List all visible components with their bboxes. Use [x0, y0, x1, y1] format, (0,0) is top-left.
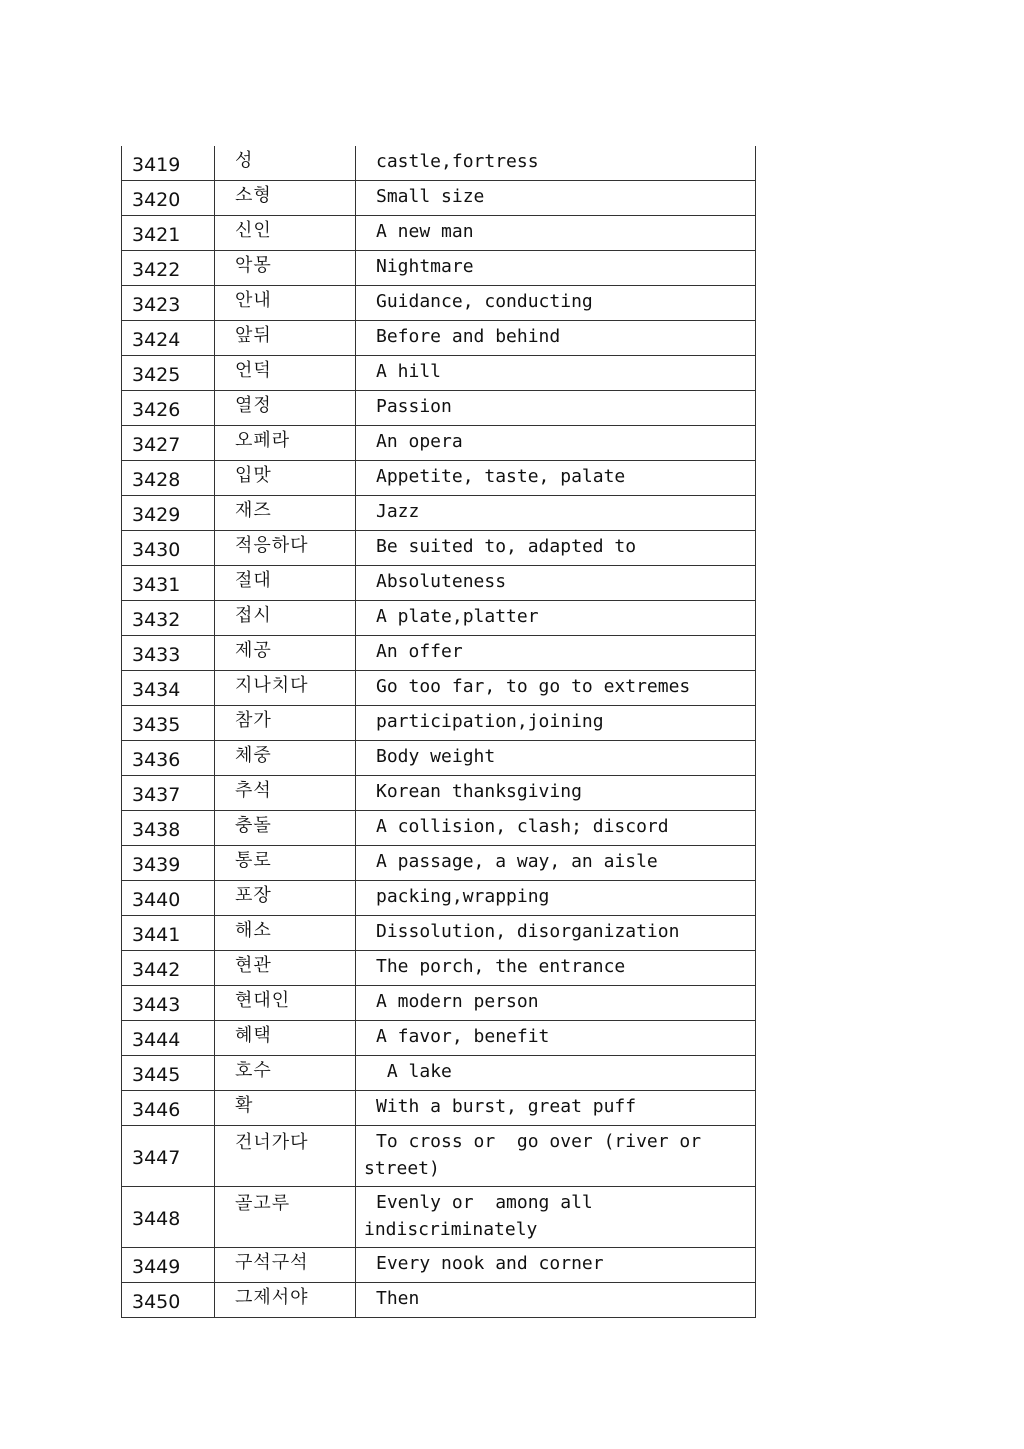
table-row — [122, 636, 756, 671]
english-meaning: Korean thanksgiving — [356, 776, 756, 811]
entry-number: 3430 — [122, 531, 215, 566]
table-row — [122, 286, 756, 321]
table-row — [122, 1056, 756, 1091]
english-meaning: Small size — [356, 181, 756, 216]
entry-number: 3425 — [122, 356, 215, 391]
entry-number: 3439 — [122, 846, 215, 881]
english-meaning: Guidance, conducting — [356, 286, 756, 321]
korean-word: 신인 — [215, 216, 356, 251]
table-row — [122, 181, 756, 216]
korean-word: 안내 — [215, 286, 356, 321]
entry-number: 3431 — [122, 566, 215, 601]
entry-number: 3450 — [122, 1283, 215, 1318]
english-meaning: The porch, the entrance — [356, 951, 756, 986]
english-meaning: A favor, benefit — [356, 1021, 756, 1056]
table-row — [122, 776, 756, 811]
english-meaning: Passion — [356, 391, 756, 426]
entry-number: 3424 — [122, 321, 215, 356]
table-row — [122, 531, 756, 566]
entry-number: 3445 — [122, 1056, 215, 1091]
korean-word: 제공 — [215, 636, 356, 671]
english-meaning: A collision, clash; discord — [356, 811, 756, 846]
table-row — [122, 216, 756, 251]
entry-number: 3428 — [122, 461, 215, 496]
english-meaning: With a burst, great puff — [356, 1091, 756, 1126]
english-meaning: Then — [356, 1283, 756, 1318]
table-row — [122, 1187, 756, 1248]
entry-number: 3441 — [122, 916, 215, 951]
table-row — [122, 846, 756, 881]
korean-word: 지나치다 — [215, 671, 356, 706]
korean-word: 오페라 — [215, 426, 356, 461]
korean-word: 입맛 — [215, 461, 356, 496]
korean-word: 현대인 — [215, 986, 356, 1021]
english-meaning: Be suited to, adapted to — [356, 531, 756, 566]
entry-number: 3427 — [122, 426, 215, 461]
entry-number: 3429 — [122, 496, 215, 531]
table-row — [122, 496, 756, 531]
english-meaning: A plate,platter — [356, 601, 756, 636]
entry-number: 3435 — [122, 706, 215, 741]
korean-word: 혜택 — [215, 1021, 356, 1056]
english-meaning: Every nook and corner — [356, 1248, 756, 1283]
english-meaning: A modern person — [356, 986, 756, 1021]
vocabulary-table — [121, 146, 756, 1318]
table-row — [122, 426, 756, 461]
korean-word: 충돌 — [215, 811, 356, 846]
korean-word: 성 — [215, 146, 356, 181]
english-meaning: Appetite, taste, palate — [356, 461, 756, 496]
table-row — [122, 986, 756, 1021]
korean-word: 적응하다 — [215, 531, 356, 566]
entry-number: 3448 — [122, 1187, 215, 1248]
entry-number: 3440 — [122, 881, 215, 916]
entry-number: 3443 — [122, 986, 215, 1021]
entry-number: 3444 — [122, 1021, 215, 1056]
table-row — [122, 1126, 756, 1187]
table-row — [122, 706, 756, 741]
english-meaning: To cross or go over (river or street) — [356, 1126, 756, 1187]
entry-number: 3434 — [122, 671, 215, 706]
entry-number: 3446 — [122, 1091, 215, 1126]
table-row — [122, 1283, 756, 1318]
table-row — [122, 1021, 756, 1056]
entry-number: 3447 — [122, 1126, 215, 1187]
entry-number: 3421 — [122, 216, 215, 251]
table-row — [122, 811, 756, 846]
english-meaning: A passage, a way, an aisle — [356, 846, 756, 881]
entry-number: 3433 — [122, 636, 215, 671]
entry-number: 3449 — [122, 1248, 215, 1283]
english-meaning: A new man — [356, 216, 756, 251]
korean-word: 현관 — [215, 951, 356, 986]
table-row — [122, 251, 756, 286]
entry-number: 3422 — [122, 251, 215, 286]
english-meaning: castle,fortress — [356, 146, 756, 181]
english-meaning: Jazz — [356, 496, 756, 531]
korean-word: 열정 — [215, 391, 356, 426]
entry-number: 3423 — [122, 286, 215, 321]
english-meaning: Absoluteness — [356, 566, 756, 601]
entry-number: 3432 — [122, 601, 215, 636]
table-row — [122, 601, 756, 636]
table-row — [122, 916, 756, 951]
table-row — [122, 321, 756, 356]
korean-word: 해소 — [215, 916, 356, 951]
english-meaning: Dissolution, disorganization — [356, 916, 756, 951]
entry-number: 3436 — [122, 741, 215, 776]
english-meaning: Nightmare — [356, 251, 756, 286]
english-meaning: A lake — [356, 1056, 756, 1091]
korean-word: 호수 — [215, 1056, 356, 1091]
korean-word: 포장 — [215, 881, 356, 916]
korean-word: 언덕 — [215, 356, 356, 391]
english-meaning: Go too far, to go to extremes — [356, 671, 756, 706]
korean-word: 절대 — [215, 566, 356, 601]
table-row — [122, 356, 756, 391]
entry-number: 3437 — [122, 776, 215, 811]
korean-word: 건너가다 — [215, 1126, 356, 1187]
table-row — [122, 671, 756, 706]
korean-word: 접시 — [215, 601, 356, 636]
english-meaning: Before and behind — [356, 321, 756, 356]
korean-word: 통로 — [215, 846, 356, 881]
korean-word: 구석구석 — [215, 1248, 356, 1283]
table-row — [122, 566, 756, 601]
korean-word: 추석 — [215, 776, 356, 811]
english-meaning: A hill — [356, 356, 756, 391]
vocabulary-table-body — [122, 146, 756, 1318]
table-row — [122, 391, 756, 426]
korean-word: 소형 — [215, 181, 356, 216]
korean-word: 참가 — [215, 706, 356, 741]
entry-number: 3419 — [122, 146, 215, 181]
english-meaning: Evenly or among all indiscriminately — [356, 1187, 756, 1248]
english-meaning: Body weight — [356, 741, 756, 776]
korean-word: 체중 — [215, 741, 356, 776]
entry-number: 3442 — [122, 951, 215, 986]
table-row — [122, 951, 756, 986]
entry-number: 3426 — [122, 391, 215, 426]
table-row — [122, 881, 756, 916]
korean-word: 재즈 — [215, 496, 356, 531]
entry-number: 3438 — [122, 811, 215, 846]
entry-number: 3420 — [122, 181, 215, 216]
korean-word: 악몽 — [215, 251, 356, 286]
korean-word: 확 — [215, 1091, 356, 1126]
korean-word: 골고루 — [215, 1187, 356, 1248]
korean-word: 그제서야 — [215, 1283, 356, 1318]
english-meaning: An offer — [356, 636, 756, 671]
english-meaning: An opera — [356, 426, 756, 461]
table-row — [122, 1248, 756, 1283]
table-row — [122, 461, 756, 496]
korean-word: 앞뒤 — [215, 321, 356, 356]
table-row — [122, 741, 756, 776]
table-row — [122, 146, 756, 181]
table-row — [122, 1091, 756, 1126]
english-meaning: packing,wrapping — [356, 881, 756, 916]
english-meaning: participation,joining — [356, 706, 756, 741]
